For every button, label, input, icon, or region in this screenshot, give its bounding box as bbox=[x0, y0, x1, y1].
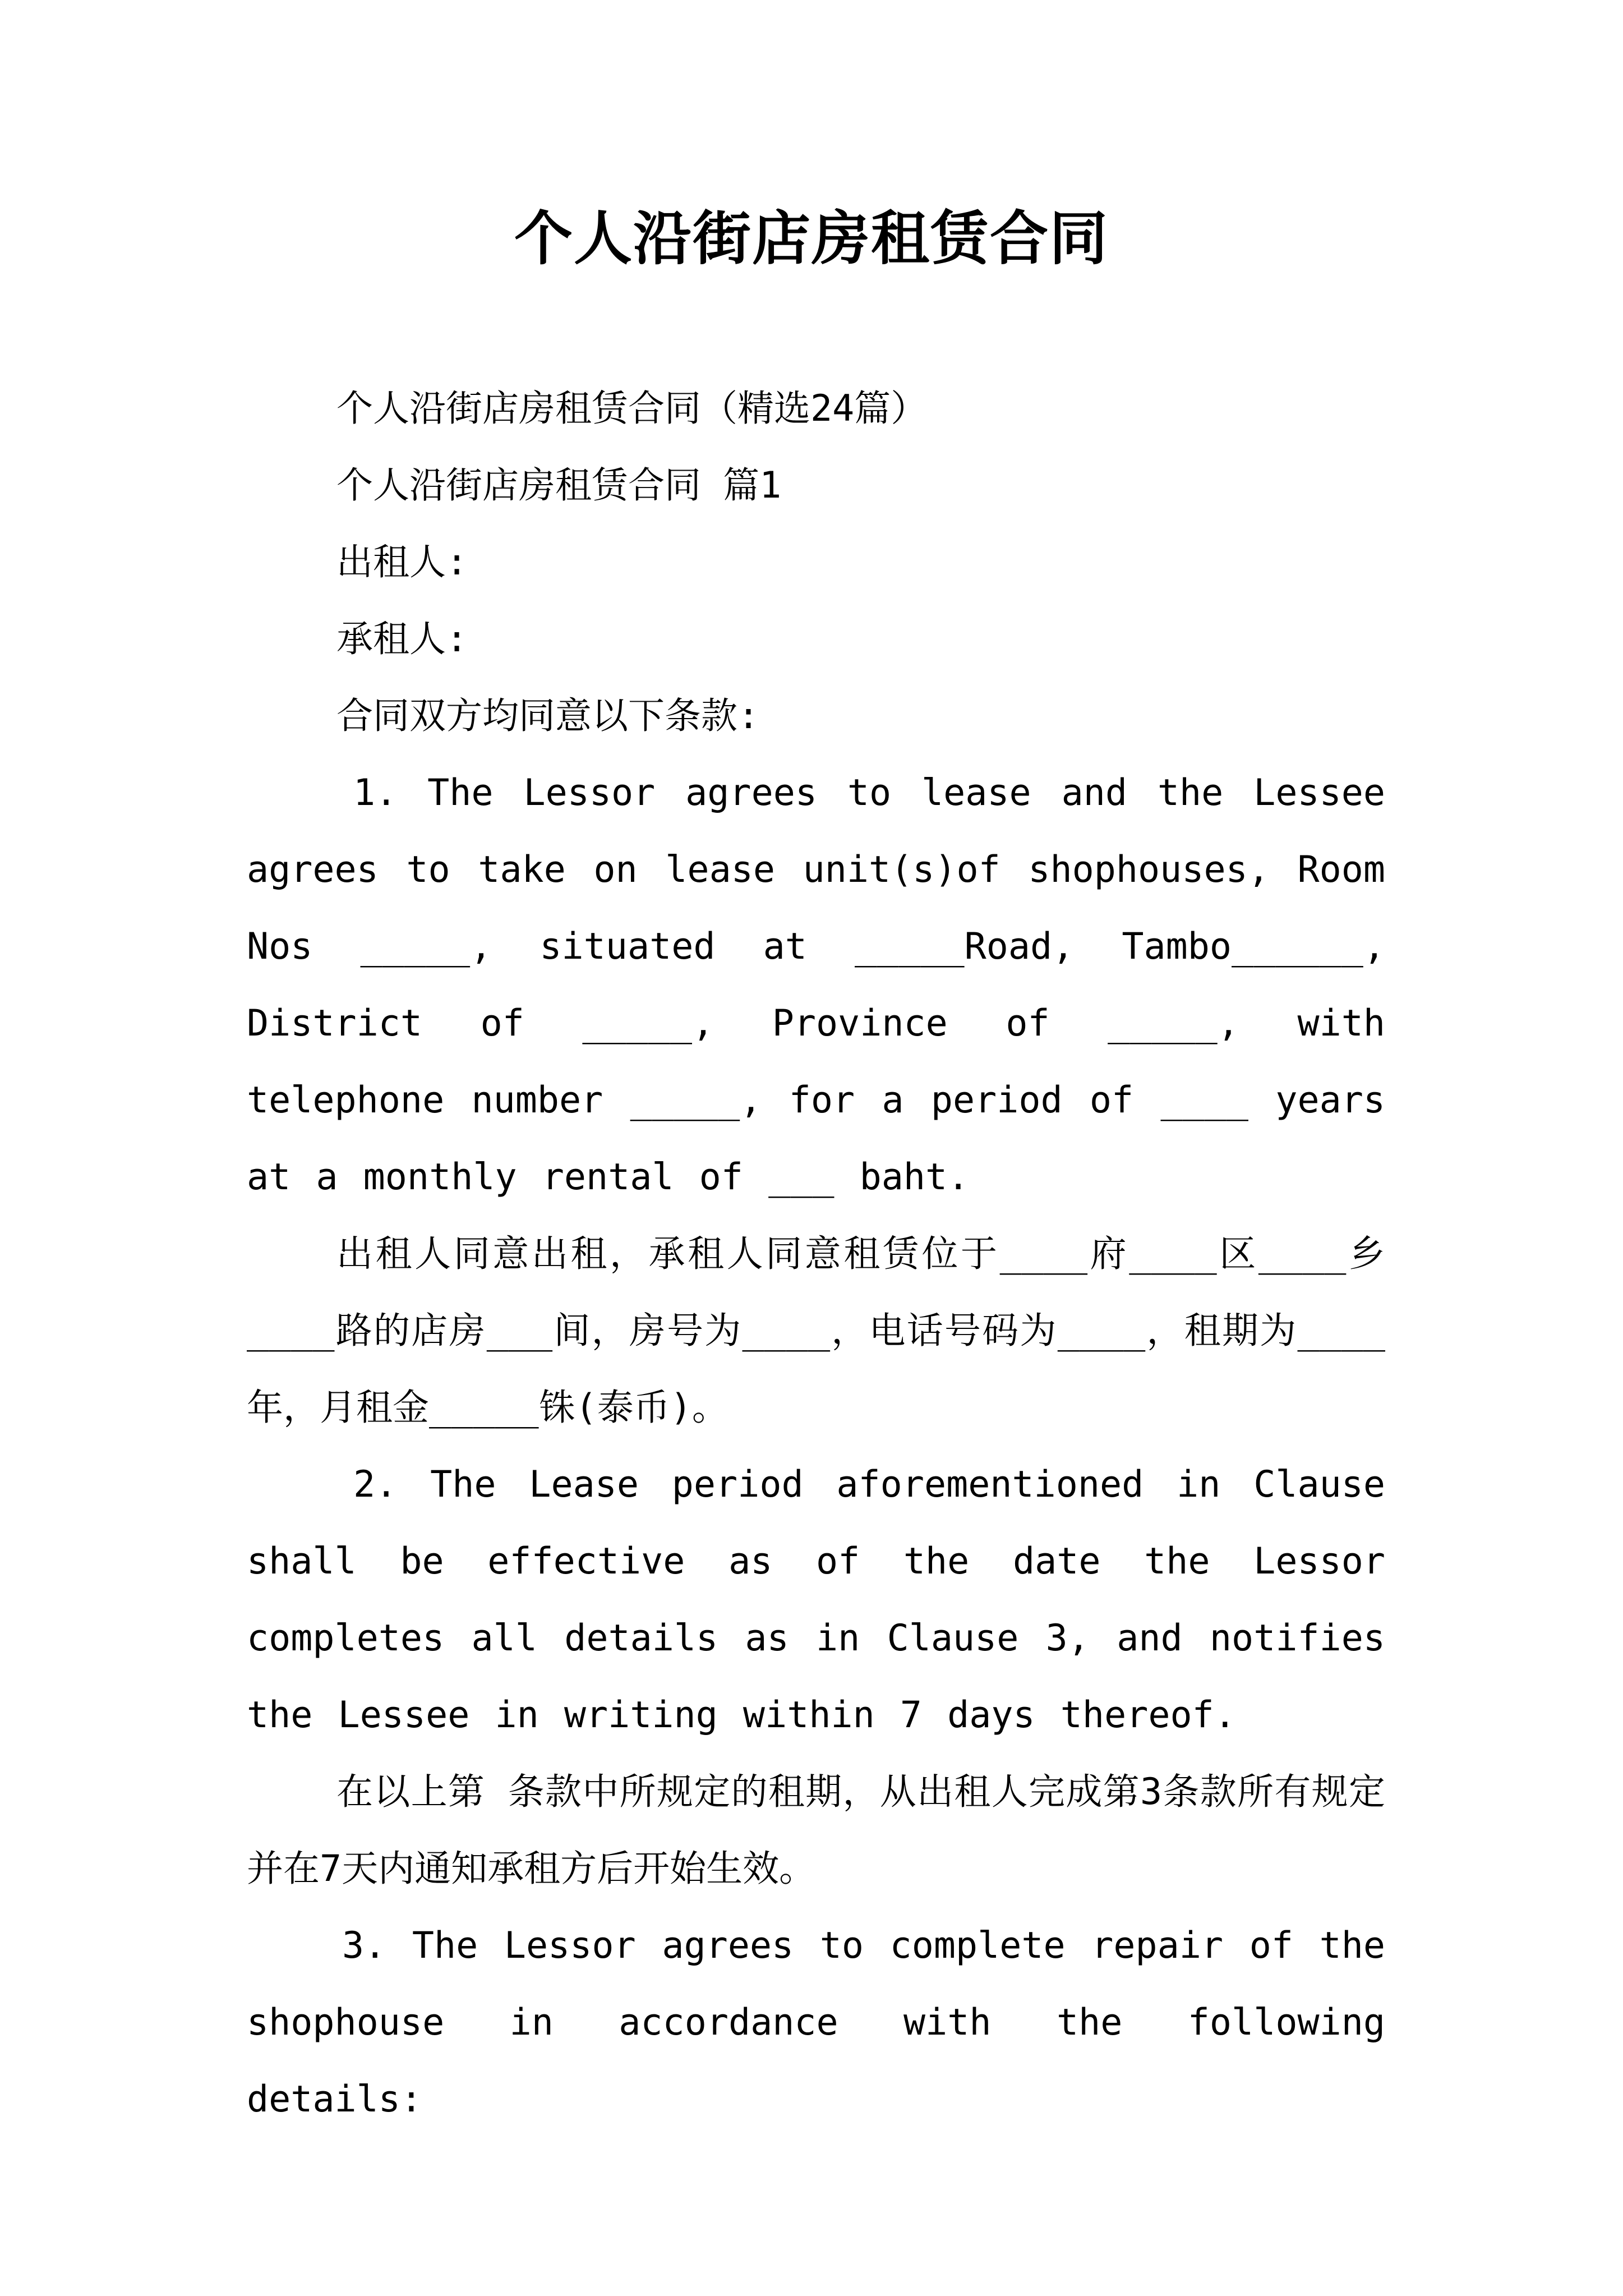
clause-2-english: 2. The Lease period aforementioned in Clause shall be effective as of the date the Lessor completes all details as in Clause 3, and notifies the Lessee in writing within 7 days thereof. bbox=[247, 1464, 1385, 1736]
document-subtitle: 个人沿街店房租赁合同（精选24篇） bbox=[336, 388, 928, 430]
document-title: 个人沿街店房租赁合同 bbox=[514, 204, 1109, 273]
clause-1-chinese: 出租人同意出租，承租人同意租赁位于____府____区____乡____路的店房___间，房号为____，电话号码为____，租期为____年，月租金_____铢(泰币)。 bbox=[247, 1233, 1385, 1429]
lessee-label: 承租人: bbox=[336, 618, 468, 660]
clause-3-english: 3. The Lessor agrees to complete repair of the shophouse in accordance with the following details: bbox=[247, 1925, 1385, 2120]
section-heading: 个人沿街店房租赁合同 篇1 bbox=[336, 464, 782, 507]
lessor-label: 出租人: bbox=[336, 541, 468, 583]
clause-2-chinese: 在以上第 条款中所规定的租期，从出租人完成第3条款所有规定并在7天内通知承租方后开始生效。 bbox=[247, 1771, 1385, 1890]
agreement-intro: 合同双方均同意以下条款: bbox=[336, 695, 760, 737]
clause-1-english: 1. The Lessor agrees to lease and the Lessee agrees to take on lease unit(s)of shophouses, Room Nos _____, situated at _____Road, Tambo______, District of _____, Province of _____, with telephone number _____, for a period of ____ years at a monthly rental of ___ baht. bbox=[247, 772, 1385, 1198]
document-body bbox=[247, 370, 1385, 2138]
